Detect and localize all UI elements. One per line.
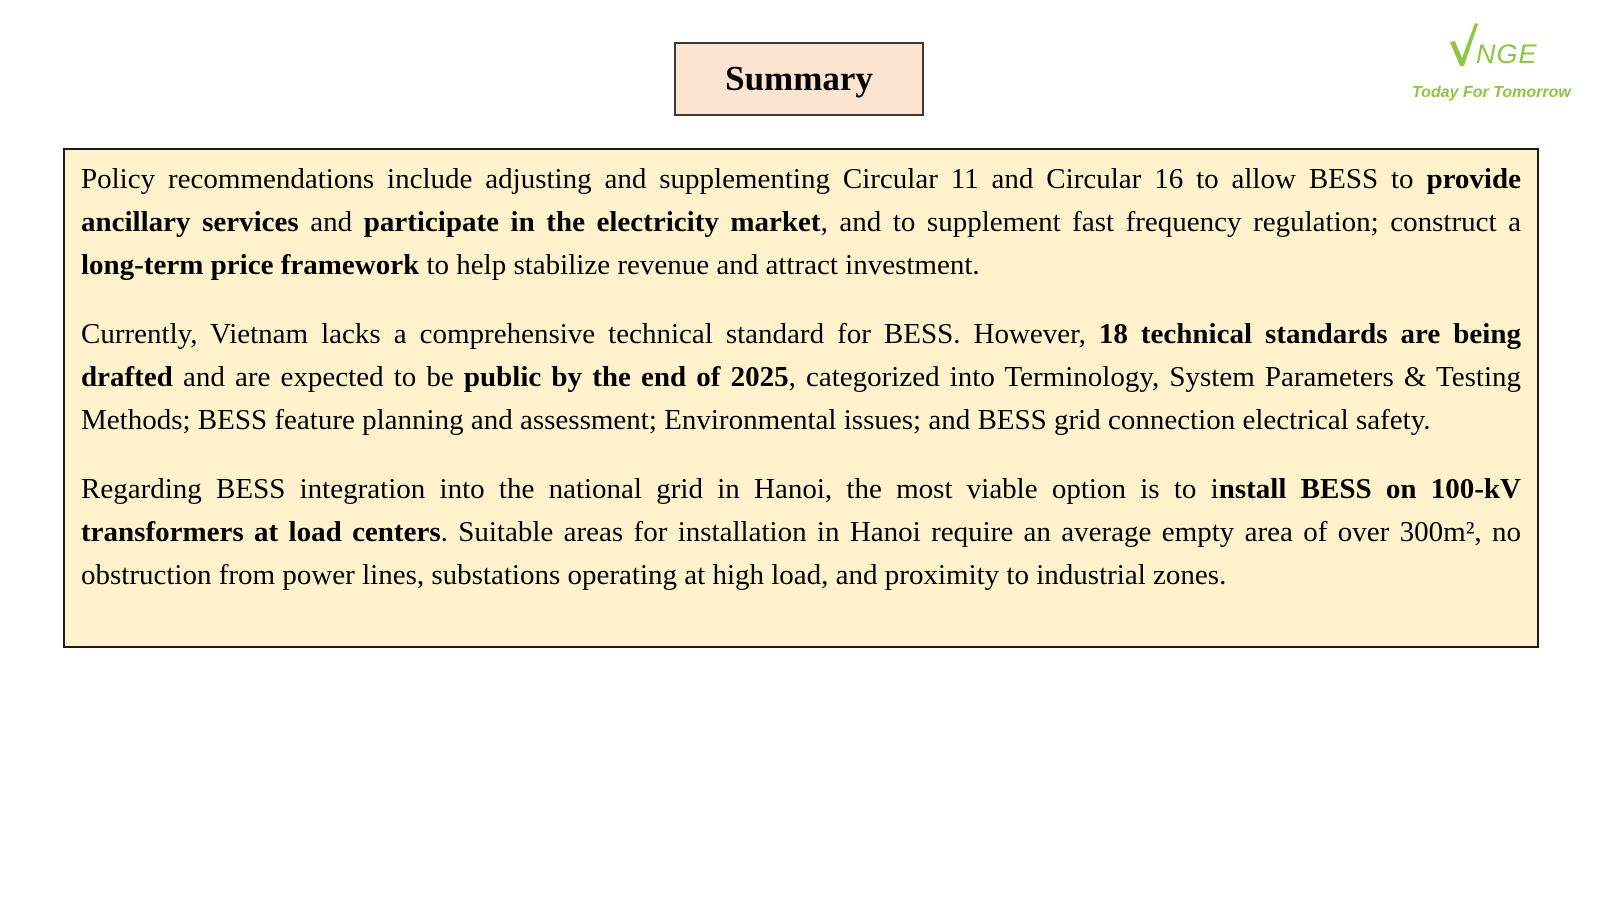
emphasis-text: public by the end of 2025 xyxy=(463,361,789,393)
logo-mark xyxy=(1446,18,1576,70)
emphasis-text: nstall BESS on 100-kV transformers at load centers xyxy=(81,473,1521,548)
body-text: Policy recommendations include adjusting and supplementing Circular 11 and Circular 16 to allow BESS to xyxy=(81,163,1427,195)
emphasis-text: participate in the electricity market xyxy=(363,206,821,238)
summary-paragraph-policy xyxy=(81,158,1521,287)
summary-content-panel xyxy=(63,148,1539,648)
summary-title-box xyxy=(674,42,924,116)
body-text: Regarding BESS integration into the national grid in Hanoi, the most viable option is to i xyxy=(81,473,1219,505)
emphasis-text: long-term price framework xyxy=(81,249,420,281)
logo-tagline: Today For Tomorrow xyxy=(1412,84,1571,101)
vnge-logo-icon xyxy=(1446,20,1480,70)
body-text: , categorized into Terminology, System Parameters & Testing Methods; BESS feature planning and assessment; Environmental issues; and BESS grid connection electrical safety. xyxy=(81,361,1522,436)
emphasis-text: provide ancillary services xyxy=(81,163,1521,238)
page-title: Summary xyxy=(725,59,873,98)
vnge-logo xyxy=(1404,18,1576,108)
body-text: . Suitable areas for installation in Hanoi require an average empty area of over 300m², no obstruction from power lines, substations operating at high load, and proximity to industrial zones. xyxy=(81,516,1521,591)
emphasis-text: 18 technical standards are being drafted xyxy=(81,318,1521,393)
body-text: and xyxy=(298,206,364,238)
summary-paragraph-integration xyxy=(81,468,1521,597)
body-text: to help stabilize revenue and attract investment. xyxy=(419,249,980,281)
logo-wordmark: NGE xyxy=(1476,39,1538,69)
body-text: and are expected to be xyxy=(172,361,464,393)
summary-paragraph-standards xyxy=(81,313,1521,442)
body-text: Currently, Vietnam lacks a comprehensive technical standard for BESS. However, xyxy=(81,318,1099,350)
body-text: , and to supplement fast frequency regulation; construct a xyxy=(820,206,1521,238)
